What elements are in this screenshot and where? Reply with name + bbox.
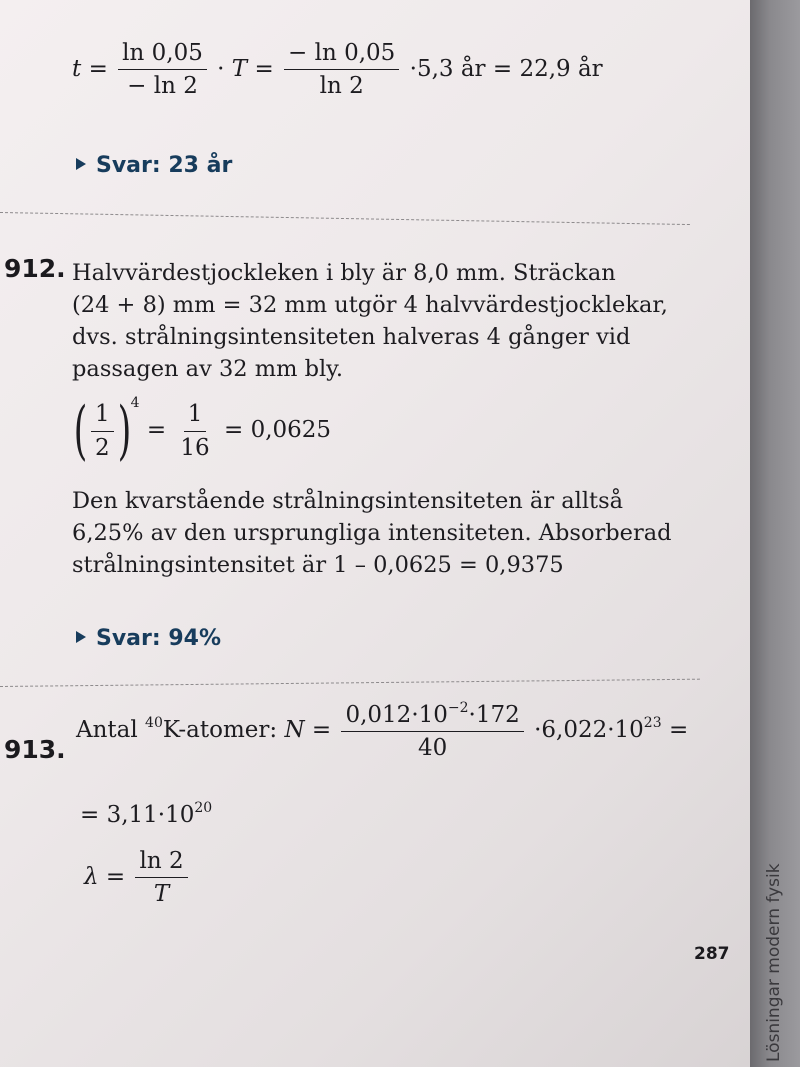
text-line: Den kvarstående strålningsintensiteten är alltså xyxy=(72,488,624,514)
equals-sign: = xyxy=(88,55,108,82)
exponent: 20 xyxy=(194,800,213,816)
variable-T: T xyxy=(231,55,248,82)
fraction-numerator: − ln 0,05 xyxy=(284,40,399,70)
fraction-numerator xyxy=(341,700,523,732)
problem-912-formula xyxy=(68,394,332,468)
top-formula xyxy=(72,40,603,100)
fraction-denominator: ln 2 xyxy=(319,73,364,100)
left-paren: ( xyxy=(73,394,88,468)
problem-913-formula xyxy=(76,700,688,762)
equals-sign: = xyxy=(146,417,167,443)
fraction-one-half xyxy=(91,401,114,461)
equals-sign: = xyxy=(254,55,274,82)
running-title: Lösningar modern fysik xyxy=(764,863,784,1062)
fraction-denominator: 40 xyxy=(417,735,448,762)
answer-912 xyxy=(76,626,221,651)
fraction-minus-ln005-over-ln2 xyxy=(284,40,399,100)
fraction-numerator: ln 2 xyxy=(135,848,187,878)
fraction-denominator: 16 xyxy=(180,434,210,461)
text-line: (24 + 8) mm = 32 mm utgör 4 halvvärdestjocklekar, xyxy=(72,292,668,318)
fraction-denominator: − ln 2 xyxy=(127,73,198,100)
fraction-atom-count xyxy=(341,700,523,762)
variable-N: N xyxy=(284,716,305,743)
fraction-ln005-over-minus-ln2 xyxy=(118,40,207,100)
numerator-base: 0,012·10 xyxy=(345,702,448,728)
problem-912-conclusion xyxy=(72,485,672,581)
triangle-bullet-icon xyxy=(76,158,86,170)
numerator-tail: ·172 xyxy=(468,702,520,728)
page-number: 287 xyxy=(694,944,730,964)
isotope-label: K-atomer: xyxy=(162,716,278,743)
dot-operator: · xyxy=(217,55,225,82)
fraction-numerator: 1 xyxy=(184,401,207,431)
formula-result: = 0,0625 xyxy=(224,417,332,443)
problem-912-text xyxy=(72,257,668,385)
formula-result: ·5,3 år = 22,9 år xyxy=(409,55,603,82)
formula-label: Antal xyxy=(76,716,138,743)
text-line: strålningsintensitet är 1 – 0,0625 = 0,9375 xyxy=(72,552,564,578)
exponent: 23 xyxy=(643,714,662,731)
problem-913-result xyxy=(80,800,212,828)
problem-number-913: 913. xyxy=(4,735,66,764)
section-divider xyxy=(0,212,690,225)
exponent: 4 xyxy=(130,395,140,411)
equals-sign: = xyxy=(105,863,126,890)
isotope-mass-number: 40 xyxy=(145,714,163,731)
answer-text: Svar: 94% xyxy=(96,626,221,651)
problem-number-912: 912. xyxy=(4,254,66,283)
right-paren: ) xyxy=(117,394,131,468)
fraction-denominator: T xyxy=(153,881,170,908)
answer-911 xyxy=(76,153,232,178)
result-base: = 3,11·10 xyxy=(80,802,195,828)
avogadro-factor: ·6,022·10 xyxy=(534,716,644,743)
section-divider xyxy=(0,679,700,687)
triangle-bullet-icon xyxy=(76,631,86,643)
fraction-ln2-over-T xyxy=(135,848,187,908)
problem-913-lambda xyxy=(84,848,191,908)
variable-t: t xyxy=(72,55,82,82)
text-line: Halvvärdestjockleken i bly är 8,0 mm. Sträckan xyxy=(72,260,616,286)
equals-sign: = xyxy=(668,716,689,743)
fraction-numerator: 1 xyxy=(91,401,114,431)
answer-text: Svar: 23 år xyxy=(96,153,233,178)
fraction-denominator: 2 xyxy=(94,434,110,461)
book-edge xyxy=(750,0,800,1067)
equals-sign: = xyxy=(311,716,332,743)
text-line: passagen av 32 mm bly. xyxy=(72,356,344,382)
exponent: −2 xyxy=(447,700,469,716)
fraction-numerator: ln 0,05 xyxy=(118,40,207,70)
text-line: dvs. strålningsintensiteten halveras 4 gånger vid xyxy=(72,324,631,350)
fraction-one-sixteenth xyxy=(176,401,213,461)
text-line: 6,25% av den ursprungliga intensiteten. Absorberad xyxy=(72,520,672,546)
variable-lambda: λ xyxy=(84,863,99,890)
